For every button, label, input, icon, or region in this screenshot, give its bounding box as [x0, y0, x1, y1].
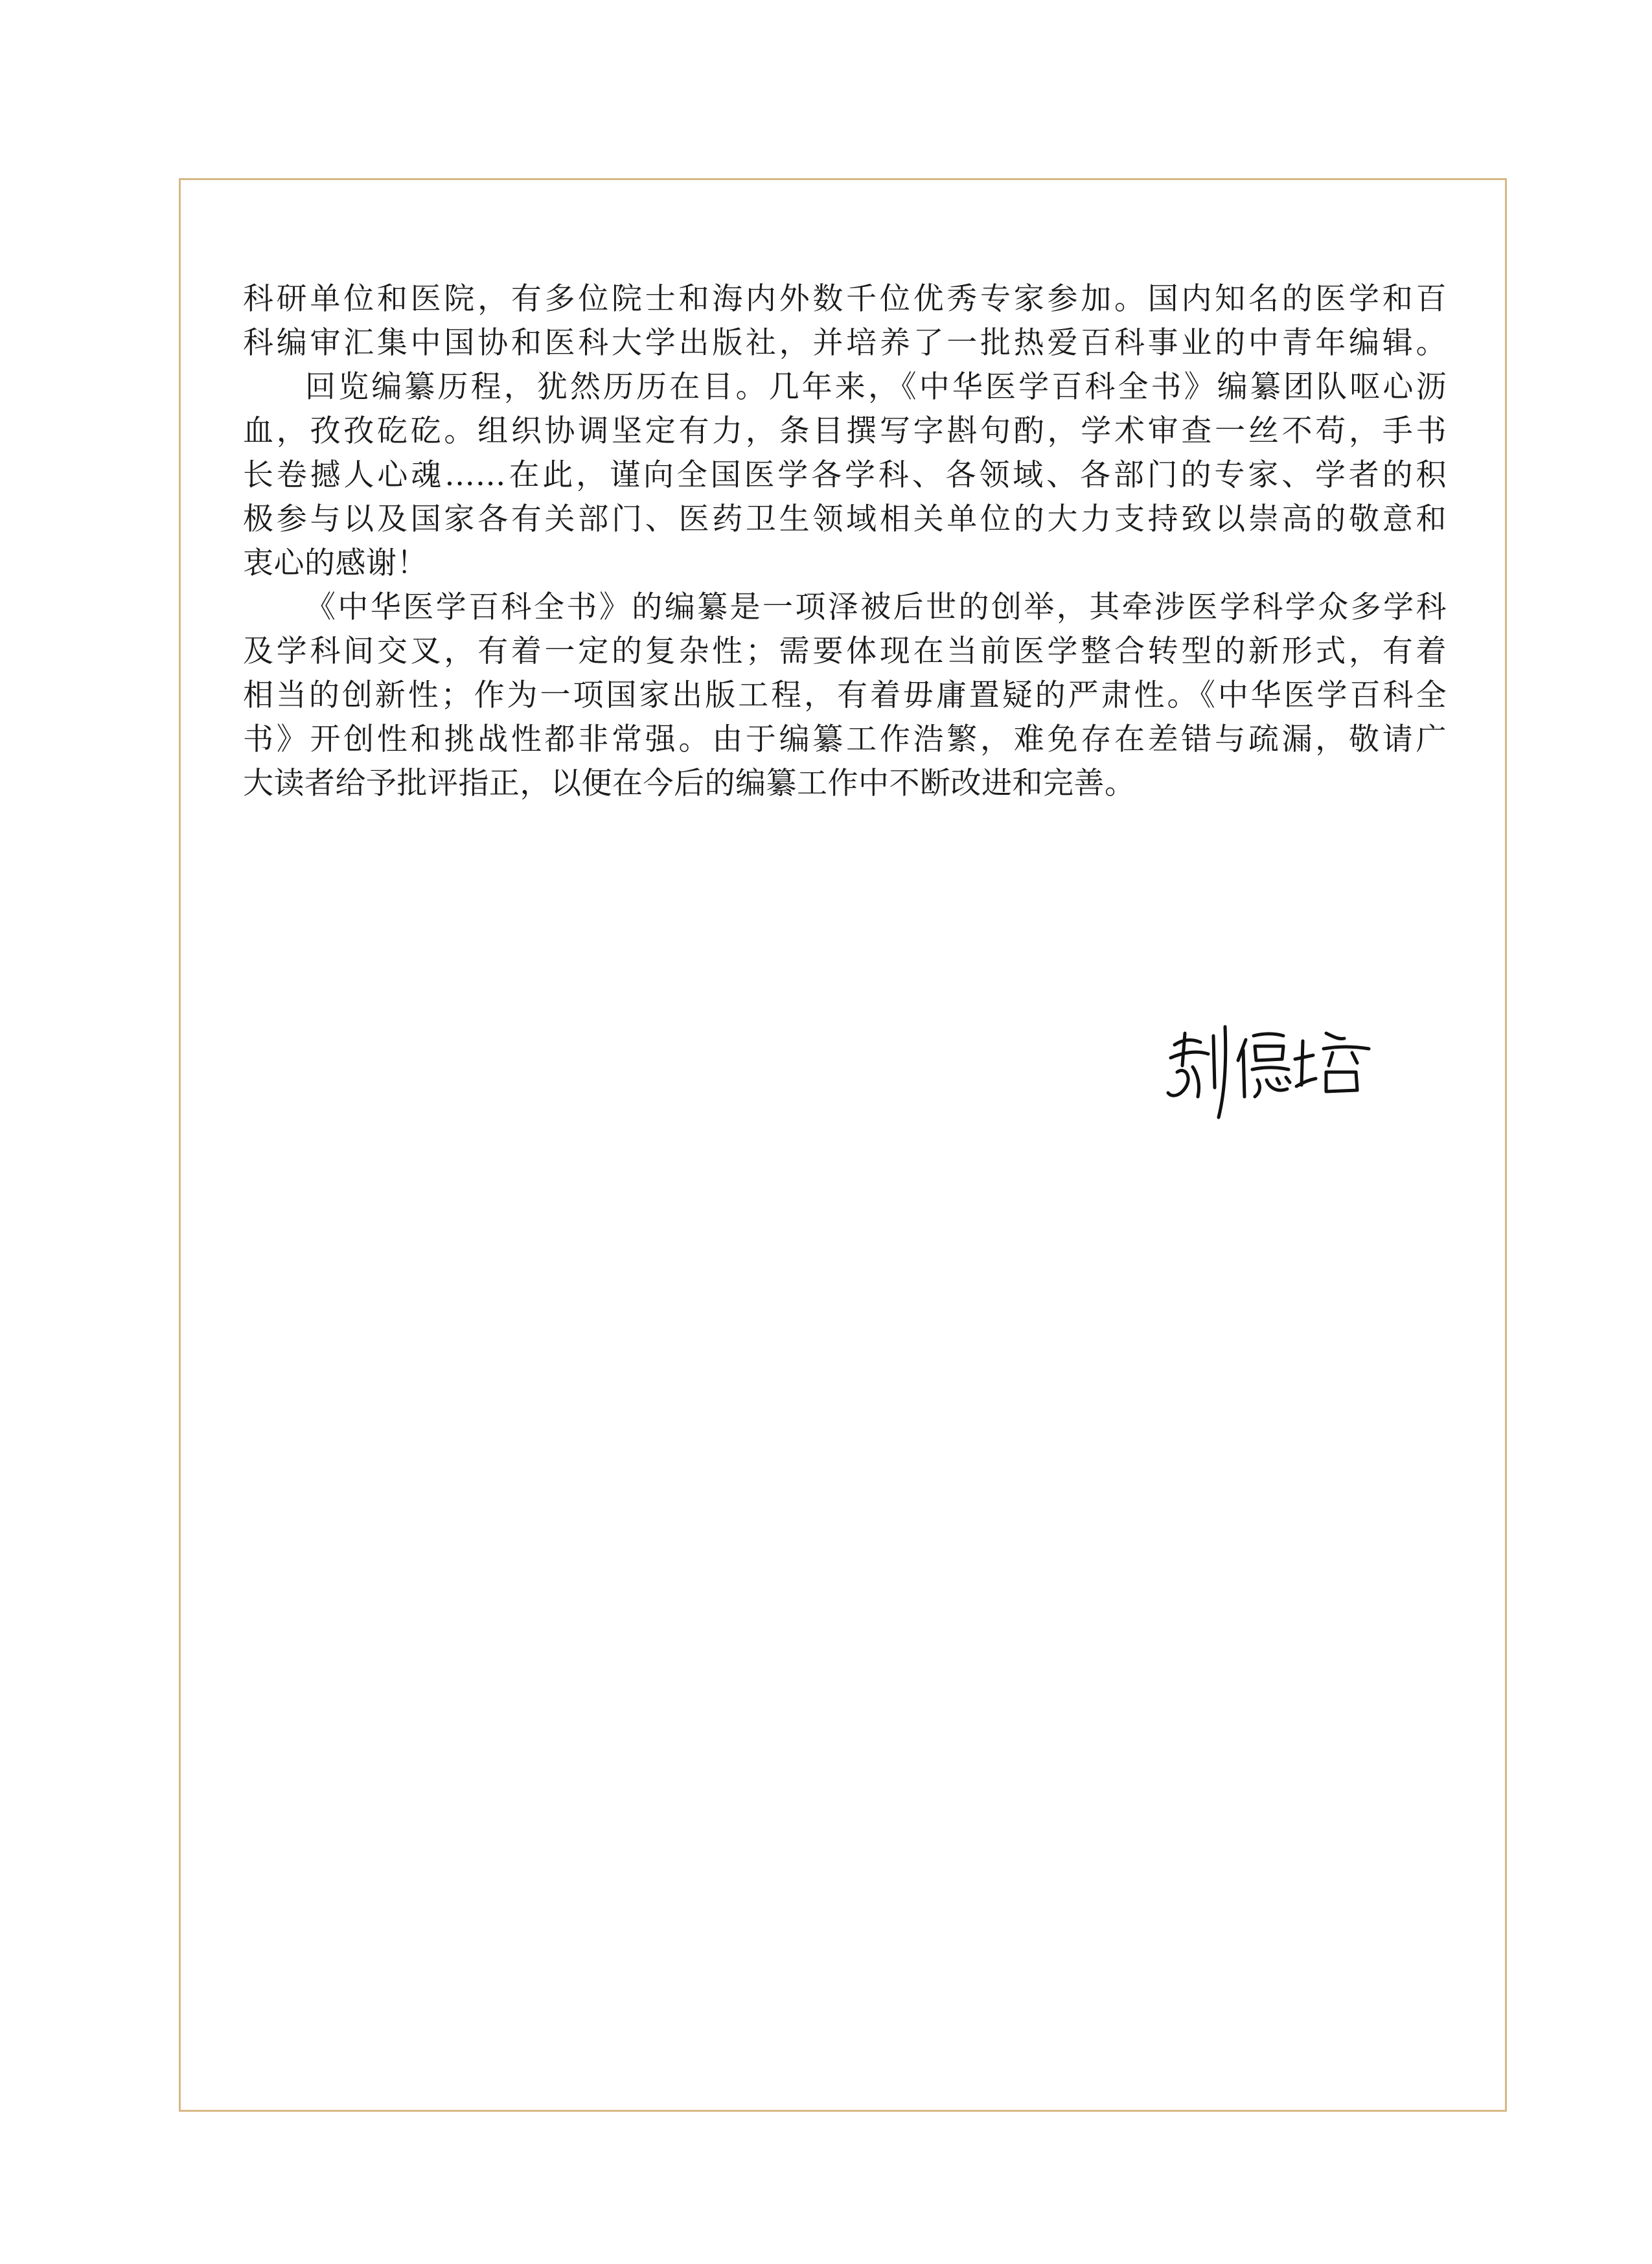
text-line: 《中华医学百科全书》的编纂是一项泽被后世的创举，其牵涉医学科学众多学科: [305, 589, 1447, 625]
text-line: 衷心的感谢！: [243, 545, 428, 581]
text-line: 极参与以及国家各有关部门、医药卫生领域相关单位的大力支持致以崇高的敬意和: [243, 501, 1447, 537]
text-line: 回览编纂历程，犹然历历在目。几年来，《中华医学百科全书》编纂团队呕心沥: [305, 369, 1447, 405]
text-line: 及学科间交叉，有着一定的复杂性；需要体现在当前医学整合转型的新形式，有着: [243, 634, 1447, 669]
preface-text: [243, 277, 1447, 806]
text-line: 相当的创新性；作为一项国家出版工程，有着毋庸置疑的严肃性。《中华医学百科全: [243, 678, 1447, 713]
text-line: 血，孜孜矻矻。组织协调坚定有力，条目撰写字斟句酌，学术审查一丝不苟，手书: [243, 413, 1447, 449]
signature-icon: [1163, 1020, 1377, 1124]
text-line: 长卷撼人心魂……在此，谨向全国医学各学科、各领域、各部门的专家、学者的积: [243, 457, 1447, 493]
text-line: 科编审汇集中国协和医科大学出版社，并培养了一批热爱百科事业的中青年编辑。: [243, 325, 1447, 361]
text-line: 书》开创性和挑战性都非常强。由于编纂工作浩繁，难免存在差错与疏漏，敬请广: [243, 722, 1447, 757]
text-line: 大读者给予批评指正，以便在今后的编纂工作中不断改进和完善。: [243, 766, 1136, 801]
handwritten-signature: [1163, 1020, 1377, 1124]
text-line: 科研单位和医院，有多位院士和海内外数千位优秀专家参加。国内知名的医学和百: [243, 281, 1447, 317]
